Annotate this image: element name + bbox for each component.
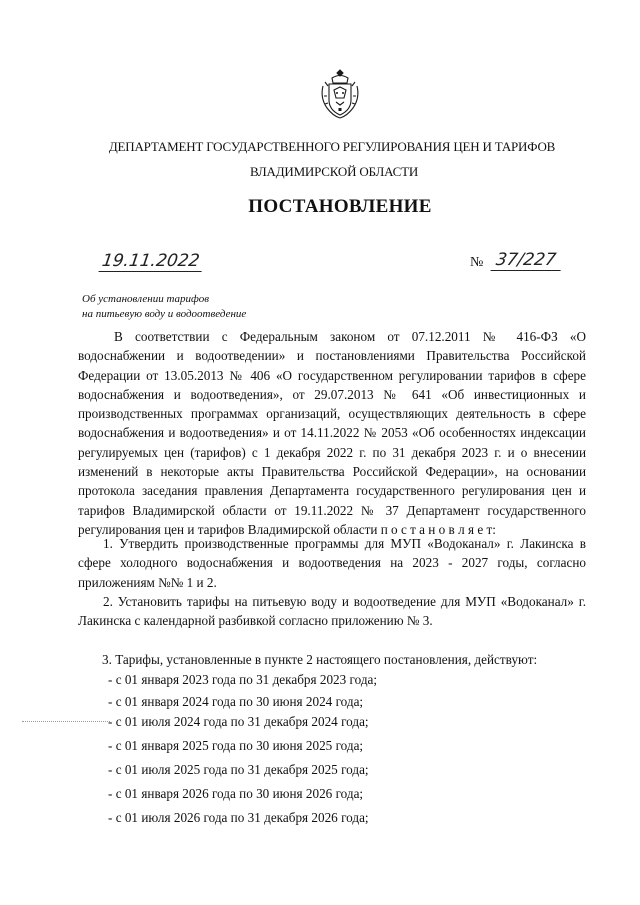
number-label: № [470, 255, 484, 270]
preamble-text: В соответствии с Федеральным законом от 07.12.2011 № 416-ФЗ «О водоснабжении и водоотведении» и постановлениями Правительства Российской Федерации от 13.05.2013 № 406 «О государственном регулировании тарифов в сфере водоснабжения и водоотведения», от 29.07.2013 № 641 «Об инвестиционных и производственных программах организаций, осуществляющих деятельность в сфере водоснабжения и водоотведения» и от 14.11.2022 № 2053 «Об особенностях индексации регулируемых цен (тарифов) с 1 декабря 2022 г. по 31 декабря 2023 г. и о внесении изменений в некоторые акты Правительства Российской Федерации», на основании протокола заседания правления Департамента государственного регулирования цен и тарифов Владимирской области от 19.11.2022 № 37 Департамент государственного регулирования цен и тарифов Владимирской области [78, 329, 586, 537]
scan-dotted-line [22, 721, 110, 722]
item-1-text: 1. Утвердить производственные программы для МУП «Водоканал» г. Лакинска в сфере холодного водоснабжения и водоотведения на 2023 - 2027 годы, согласно приложениям №№ 1 и 2. [78, 536, 586, 590]
item-2-text: 2. Установить тарифы на питьевую воду и водоотведение для МУП «Водоканал» г. Лакинска с календарной разбивкой согласно приложению № 3. [78, 594, 586, 629]
period-item: - с 01 января 2025 года по 30 июня 2025 года; [108, 738, 364, 753]
document-date: 19.11.2022 [99, 251, 205, 272]
period-item: - с 01 июля 2024 года по 31 декабря 2024 года; [108, 714, 369, 729]
coat-of-arms-emblem [319, 68, 361, 122]
document-number: 37/227 [491, 250, 564, 271]
period-item: - с 01 января 2026 года по 30 июня 2026 года; [108, 786, 364, 801]
document-title: ПОСТАНОВЛЕНИЕ [248, 196, 432, 217]
document-subject [82, 292, 246, 322]
period-item: - с 01 января 2023 года по 31 декабря 2023 года; [108, 672, 378, 687]
period-item: - с 01 июля 2025 года по 31 декабря 2025 года; [108, 762, 369, 777]
subject-line2: на питьевую воду и водоотведение [82, 308, 247, 320]
department-name-line2: ВЛАДИМИРСКОЙ ОБЛАСТИ [249, 164, 419, 179]
subject-line1: Об установлении тарифов [82, 293, 209, 305]
period-item: - с 01 января 2024 года по 30 июня 2024 года; [108, 694, 364, 709]
item-3-intro: 3. Тарифы, установленные в пункте 2 настоящего постановления, действуют: [102, 652, 538, 667]
period-item: - с 01 июля 2026 года по 31 декабря 2026 года; [108, 810, 369, 825]
department-name-line1: ДЕПАРТАМЕНТ ГОСУДАРСТВЕННОГО РЕГУЛИРОВАНИЯ ЦЕН И ТАРИФОВ [108, 139, 556, 154]
preamble-paragraph [78, 327, 586, 539]
item-1-paragraph [78, 534, 586, 592]
resolves-text: п о с т а н о в л я е т: [380, 521, 496, 537]
item-2-paragraph [78, 592, 586, 631]
